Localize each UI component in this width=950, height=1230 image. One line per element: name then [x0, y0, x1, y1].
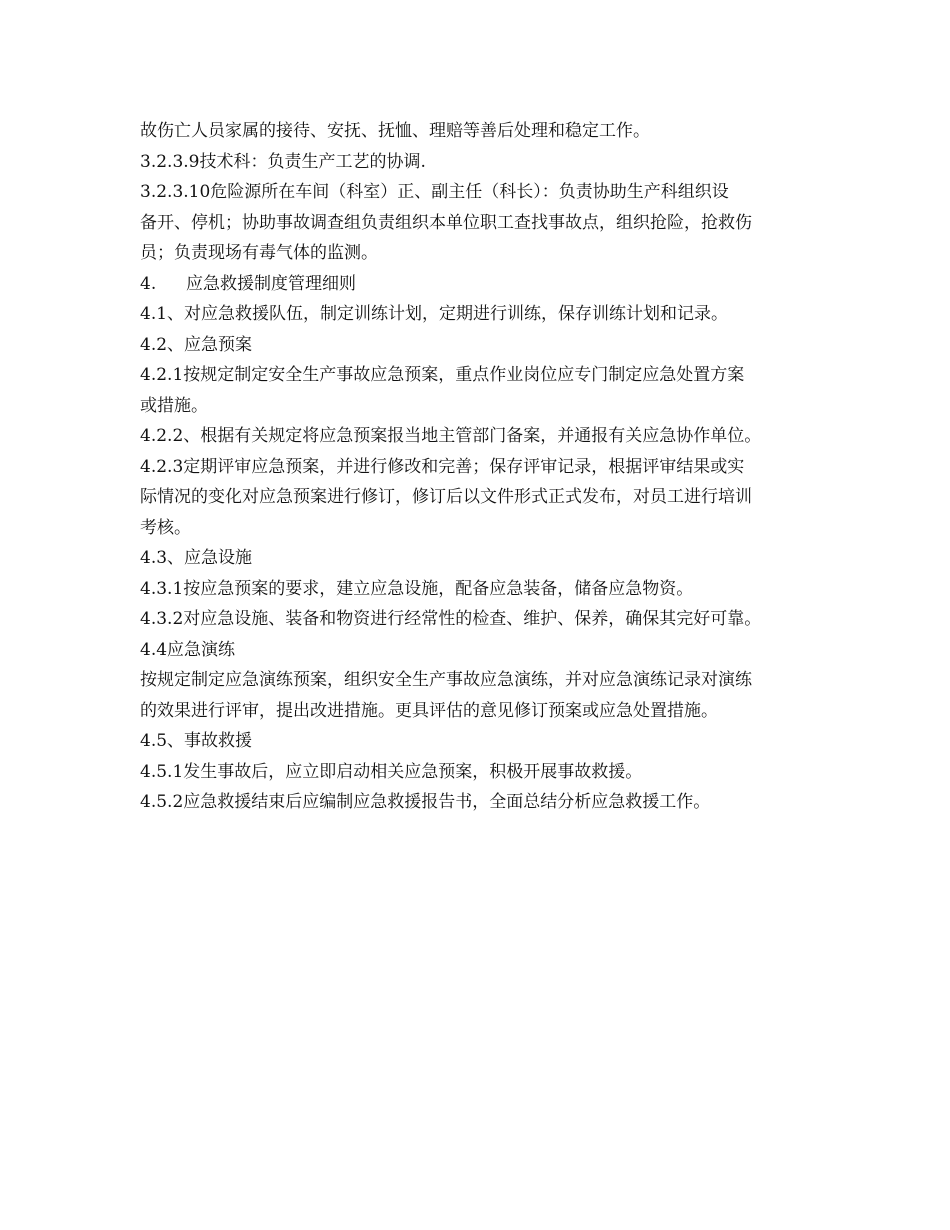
- text-line-16: 4.3.1按应急预案的要求，建立应急设施，配备应急装备，储备应急物资。: [140, 578, 694, 599]
- document-body: [140, 116, 820, 818]
- text-line-7: 4.1、对应急救援队伍，制定训练计划，定期进行训练，保存训练计划和记录。: [140, 304, 729, 324]
- text-line-19: 按规定制定应急演练预案，组织安全生产事故应急演练，并对应急演练记录对演练: [140, 670, 752, 690]
- text-line-4: 备开、停机；协助事故调查组负责组织本单位职工查找事故点，组织抢险，抢救伤: [140, 212, 752, 233]
- text-line-3: 3.2.3.10危险源所在车间（科室）正、副主任（科长）：负责协助生产科组织设: [140, 182, 729, 202]
- text-line-10: 或措施。: [140, 395, 208, 416]
- text-line-1: 故伤亡人员家属的接待、安抚、抚恤、理赔等善后处理和稳定工作。: [140, 121, 650, 141]
- text-line-11: 4.2.2、根据有关规定将应急预案报当地主管部门备案，并通报有关应急协作单位。: [140, 426, 762, 446]
- text-line-21: 4.5、事故救援: [140, 731, 253, 751]
- text-line-23: 4.5.2应急救援结束后应编制应急救援报告书，全面总结分析应急救援工作。: [140, 792, 711, 812]
- section-heading: [140, 269, 820, 300]
- text-line-9: 4.2.1按规定制定安全生产事故应急预案，重点作业岗位应专门制定应急处置方案: [140, 365, 745, 385]
- text-line-20: 的效果进行评审，提出改进措施。更具评估的意见修订预案或应急处置措施。: [140, 700, 718, 721]
- text-line-18: 4.4应急演练: [140, 639, 236, 660]
- section-number: 4.: [140, 273, 157, 294]
- text-line-22: 4.5.1发生事故后，应立即启动相关应急预案，积极开展事故救援。: [140, 761, 643, 782]
- text-line-14: 考核。: [140, 517, 191, 538]
- text-line-13: 际情况的变化对应急预案进行修订，修订后以文件形式正式发布，对员工进行培训: [140, 487, 752, 507]
- text-line-2: 3.2.3.9技术科：负责生产工艺的协调.: [140, 151, 426, 172]
- text-line-17: 4.3.2对应急设施、装备和物资进行经常性的检查、维护、保养，确保其完好可靠。: [140, 609, 762, 629]
- section-title: 应急救援制度管理细则: [186, 273, 356, 294]
- text-line-15: 4.3、应急设施: [140, 548, 253, 568]
- text-line-8: 4.2、应急预案: [140, 334, 253, 355]
- text-line-5: 员；负责现场有毒气体的监测。: [140, 243, 378, 263]
- text-line-12: 4.2.3定期评审应急预案，并进行修改和完善；保存评审记录，根据评审结果或实: [140, 456, 745, 477]
